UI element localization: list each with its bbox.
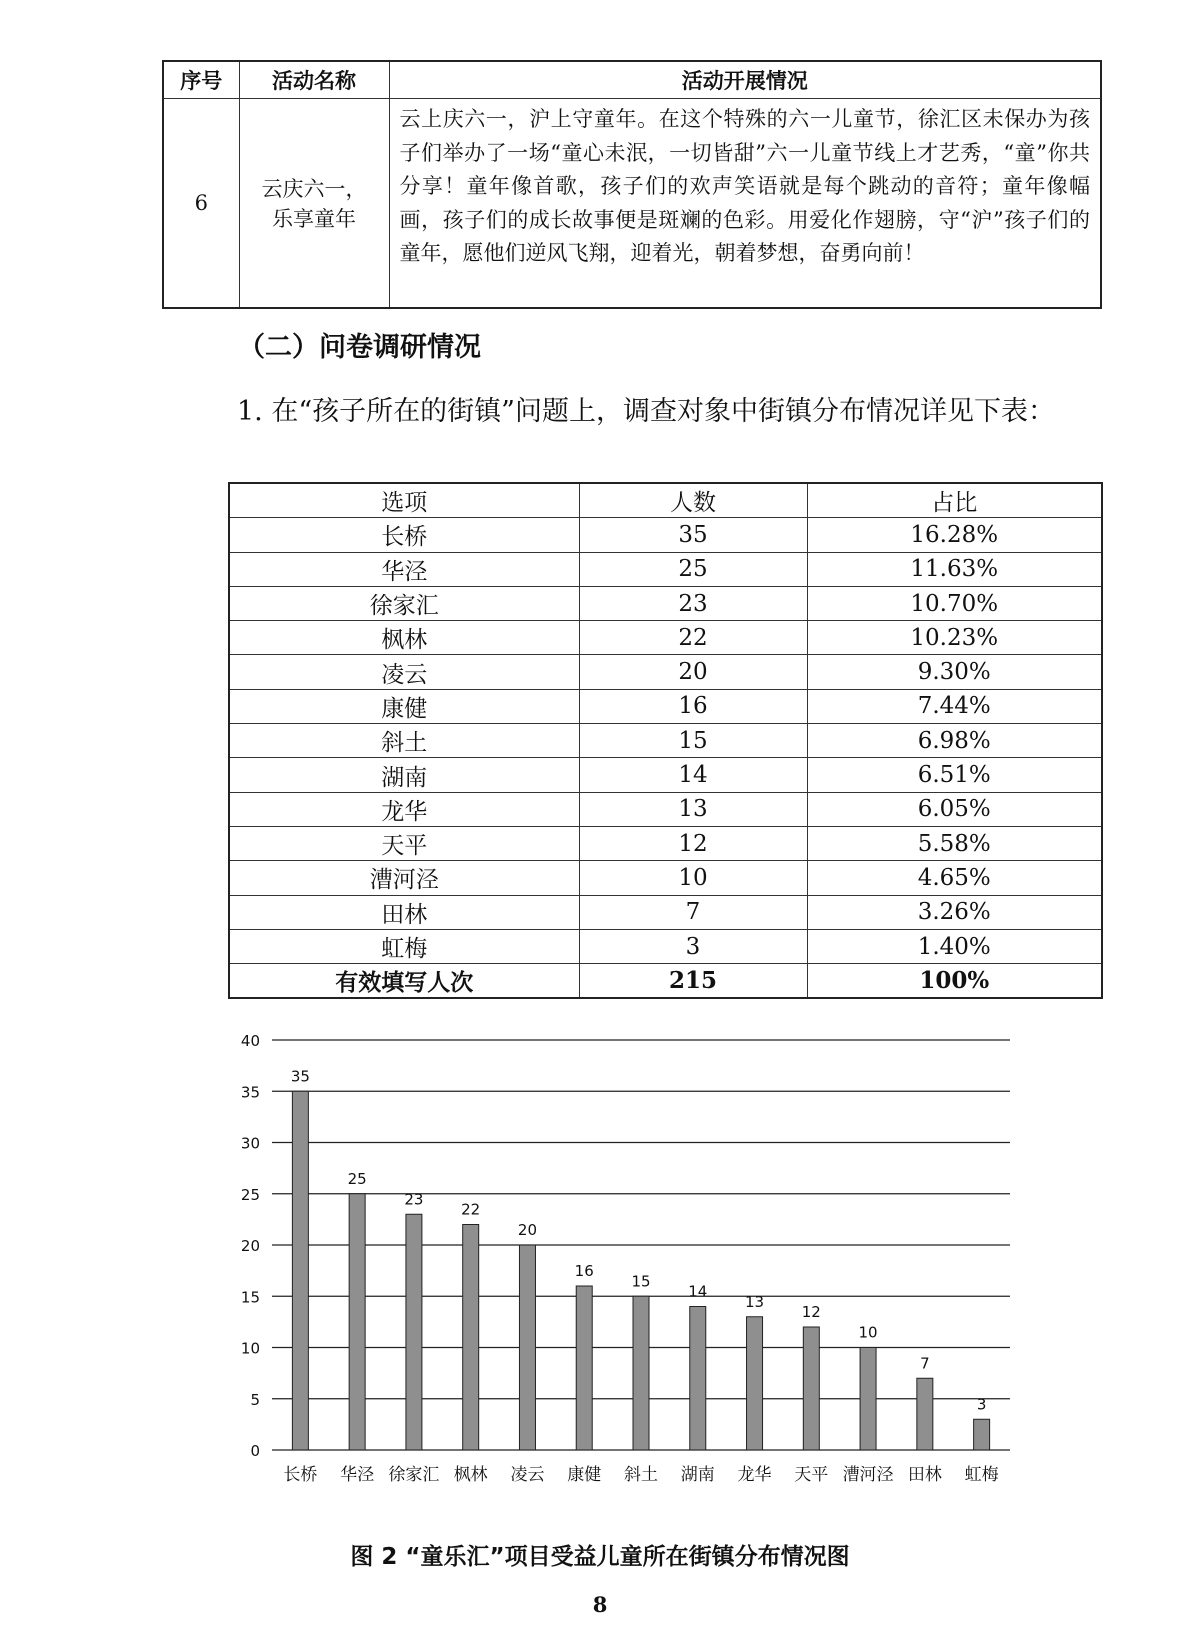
total-row bbox=[229, 964, 1102, 999]
bar-data-label: 14 bbox=[688, 1282, 708, 1301]
bar bbox=[690, 1307, 706, 1451]
town-ratio: 3.26% bbox=[807, 895, 1102, 929]
town-count: 35 bbox=[579, 518, 807, 552]
bar bbox=[803, 1327, 819, 1450]
town-count: 7 bbox=[579, 895, 807, 929]
table-row bbox=[229, 792, 1102, 826]
header-serial-no: 序号 bbox=[163, 61, 239, 99]
town-count: 22 bbox=[579, 621, 807, 655]
bar-data-label: 12 bbox=[801, 1303, 821, 1321]
bar bbox=[576, 1286, 592, 1450]
town-count: 10 bbox=[579, 861, 807, 895]
bar bbox=[292, 1091, 308, 1450]
intro-paragraph: 1. 在“孩子所在的街镇”问题上，调查对象中街镇分布情况详见下表： bbox=[237, 396, 1055, 427]
town-count: 20 bbox=[579, 655, 807, 689]
header-activity-status: 活动开展情况 bbox=[389, 61, 1101, 99]
town-name: 枫林 bbox=[229, 621, 579, 655]
bar bbox=[519, 1245, 535, 1450]
bar bbox=[349, 1194, 365, 1450]
town-ratio: 9.30% bbox=[807, 655, 1102, 689]
town-count: 15 bbox=[579, 724, 807, 758]
table-row bbox=[229, 929, 1102, 963]
town-name: 天平 bbox=[229, 826, 579, 860]
x-tick-label: 徐家汇 bbox=[388, 1465, 440, 1485]
bar-data-label: 16 bbox=[574, 1262, 594, 1280]
town-name: 长桥 bbox=[229, 518, 579, 552]
x-tick-label: 湖南 bbox=[680, 1465, 715, 1485]
bar bbox=[406, 1214, 422, 1450]
table-row bbox=[229, 724, 1102, 758]
header-activity-name: 活动名称 bbox=[239, 61, 389, 99]
town-ratio: 5.58% bbox=[807, 826, 1102, 860]
town-count: 23 bbox=[579, 586, 807, 620]
town-distribution-table bbox=[228, 482, 1103, 999]
table-row bbox=[229, 518, 1102, 552]
town-count: 13 bbox=[579, 792, 807, 826]
town-count: 3 bbox=[579, 929, 807, 963]
header-ratio: 占比 bbox=[807, 483, 1102, 518]
total-ratio: 100% bbox=[807, 964, 1102, 999]
total-count: 215 bbox=[579, 964, 807, 999]
y-tick-label: 10 bbox=[240, 1339, 260, 1358]
bar-data-label: 23 bbox=[404, 1190, 424, 1209]
bar bbox=[463, 1225, 479, 1451]
table-row bbox=[229, 895, 1102, 929]
y-tick-label: 20 bbox=[240, 1237, 260, 1255]
town-ratio: 4.65% bbox=[807, 861, 1102, 895]
bar-data-label: 20 bbox=[517, 1221, 538, 1239]
x-tick-label: 凌云 bbox=[510, 1465, 545, 1485]
y-tick-label: 5 bbox=[250, 1390, 260, 1409]
town-name: 华泾 bbox=[229, 552, 579, 586]
activity-serial-no: 6 bbox=[163, 99, 239, 309]
activity-description: 云上庆六一，沪上守童年。在这个特殊的六一儿童节，徐汇区未保办为孩子们举办了一场“童心未泯，一切皆甜”六一儿童节线上才艺秀，“童”你共分享！童年像首歌，孩子们的欢声笑语就是每个跳动的音符；童年像幅画，孩子们的成长故事便是斑斓的色彩。用爱化作翅膀，守“沪”孩子们的童年，愿他们逆风飞翔，迎着光，朝着梦想，奋勇向前！ bbox=[389, 99, 1101, 309]
bar-data-label: 25 bbox=[347, 1169, 367, 1188]
town-ratio: 10.70% bbox=[807, 586, 1102, 620]
bar-data-label: 10 bbox=[858, 1323, 878, 1342]
town-ratio: 16.28% bbox=[807, 518, 1102, 552]
x-tick-label: 漕河泾 bbox=[842, 1465, 894, 1485]
bar-chart bbox=[220, 1030, 1020, 1505]
town-name: 田林 bbox=[229, 895, 579, 929]
activity-table-row bbox=[163, 99, 1101, 309]
town-ratio: 10.23% bbox=[807, 621, 1102, 655]
table-row bbox=[229, 586, 1102, 620]
town-ratio: 11.63% bbox=[807, 552, 1102, 586]
table-row bbox=[229, 861, 1102, 895]
x-tick-label: 康健 bbox=[567, 1465, 602, 1485]
bar bbox=[860, 1348, 876, 1451]
header-option: 选项 bbox=[229, 483, 579, 518]
town-ratio: 6.51% bbox=[807, 758, 1102, 792]
bar-data-label: 35 bbox=[290, 1067, 310, 1086]
town-name: 康健 bbox=[229, 689, 579, 723]
y-tick-label: 35 bbox=[240, 1083, 260, 1102]
y-tick-label: 40 bbox=[240, 1032, 260, 1050]
town-table-body bbox=[229, 518, 1102, 999]
y-tick-label: 30 bbox=[240, 1134, 260, 1153]
table-row bbox=[229, 552, 1102, 586]
header-count: 人数 bbox=[579, 483, 807, 518]
table-row bbox=[229, 826, 1102, 860]
town-name: 斜土 bbox=[229, 724, 579, 758]
bar bbox=[633, 1296, 649, 1450]
table-row bbox=[229, 758, 1102, 792]
town-name: 漕河泾 bbox=[229, 861, 579, 895]
bar-data-label: 7 bbox=[920, 1354, 930, 1373]
town-count: 12 bbox=[579, 826, 807, 860]
town-name: 凌云 bbox=[229, 655, 579, 689]
x-tick-label: 田林 bbox=[907, 1465, 942, 1485]
y-tick-label: 25 bbox=[240, 1185, 260, 1204]
y-tick-label: 0 bbox=[250, 1442, 260, 1460]
town-name: 龙华 bbox=[229, 792, 579, 826]
town-ratio: 6.05% bbox=[807, 792, 1102, 826]
town-name: 湖南 bbox=[229, 758, 579, 792]
town-name: 虹梅 bbox=[229, 929, 579, 963]
activity-table bbox=[162, 60, 1102, 309]
town-ratio: 6.98% bbox=[807, 724, 1102, 758]
x-tick-label: 华泾 bbox=[340, 1465, 375, 1485]
activity-name-line1: 云庆六一， bbox=[261, 177, 367, 201]
x-tick-label: 斜土 bbox=[624, 1465, 658, 1485]
town-count: 14 bbox=[579, 758, 807, 792]
bar bbox=[917, 1378, 933, 1450]
x-tick-label: 枫林 bbox=[453, 1465, 488, 1485]
total-label: 有效填写人次 bbox=[229, 964, 579, 999]
bar-data-label: 15 bbox=[631, 1272, 651, 1291]
table-row bbox=[229, 621, 1102, 655]
bar-data-label: 3 bbox=[976, 1395, 987, 1414]
x-tick-label: 虹梅 bbox=[964, 1465, 999, 1485]
activity-table-header-row bbox=[163, 61, 1101, 99]
bar bbox=[974, 1419, 990, 1450]
town-table-header-row bbox=[229, 483, 1102, 518]
town-count: 25 bbox=[579, 552, 807, 586]
table-row bbox=[229, 689, 1102, 723]
bar bbox=[747, 1317, 763, 1450]
x-tick-label: 龙华 bbox=[737, 1465, 772, 1485]
town-ratio: 1.40% bbox=[807, 929, 1102, 963]
x-tick-label: 天平 bbox=[794, 1465, 829, 1485]
page-number: 8 bbox=[592, 1592, 608, 1617]
section-heading: （二）问卷调研情况 bbox=[238, 332, 481, 363]
activity-name-line2: 乐享童年 bbox=[272, 207, 356, 231]
activity-name bbox=[239, 99, 389, 309]
figure-caption: 图 2 “童乐汇”项目受益儿童所在街镇分布情况图 bbox=[350, 1544, 850, 1570]
y-tick-label: 15 bbox=[240, 1288, 260, 1307]
town-count: 16 bbox=[579, 689, 807, 723]
town-name: 徐家汇 bbox=[229, 586, 579, 620]
x-tick-label: 长桥 bbox=[283, 1465, 318, 1485]
town-ratio: 7.44% bbox=[807, 689, 1102, 723]
bar-data-label: 13 bbox=[744, 1292, 765, 1311]
bar-data-label: 22 bbox=[461, 1200, 481, 1219]
table-row bbox=[229, 655, 1102, 689]
